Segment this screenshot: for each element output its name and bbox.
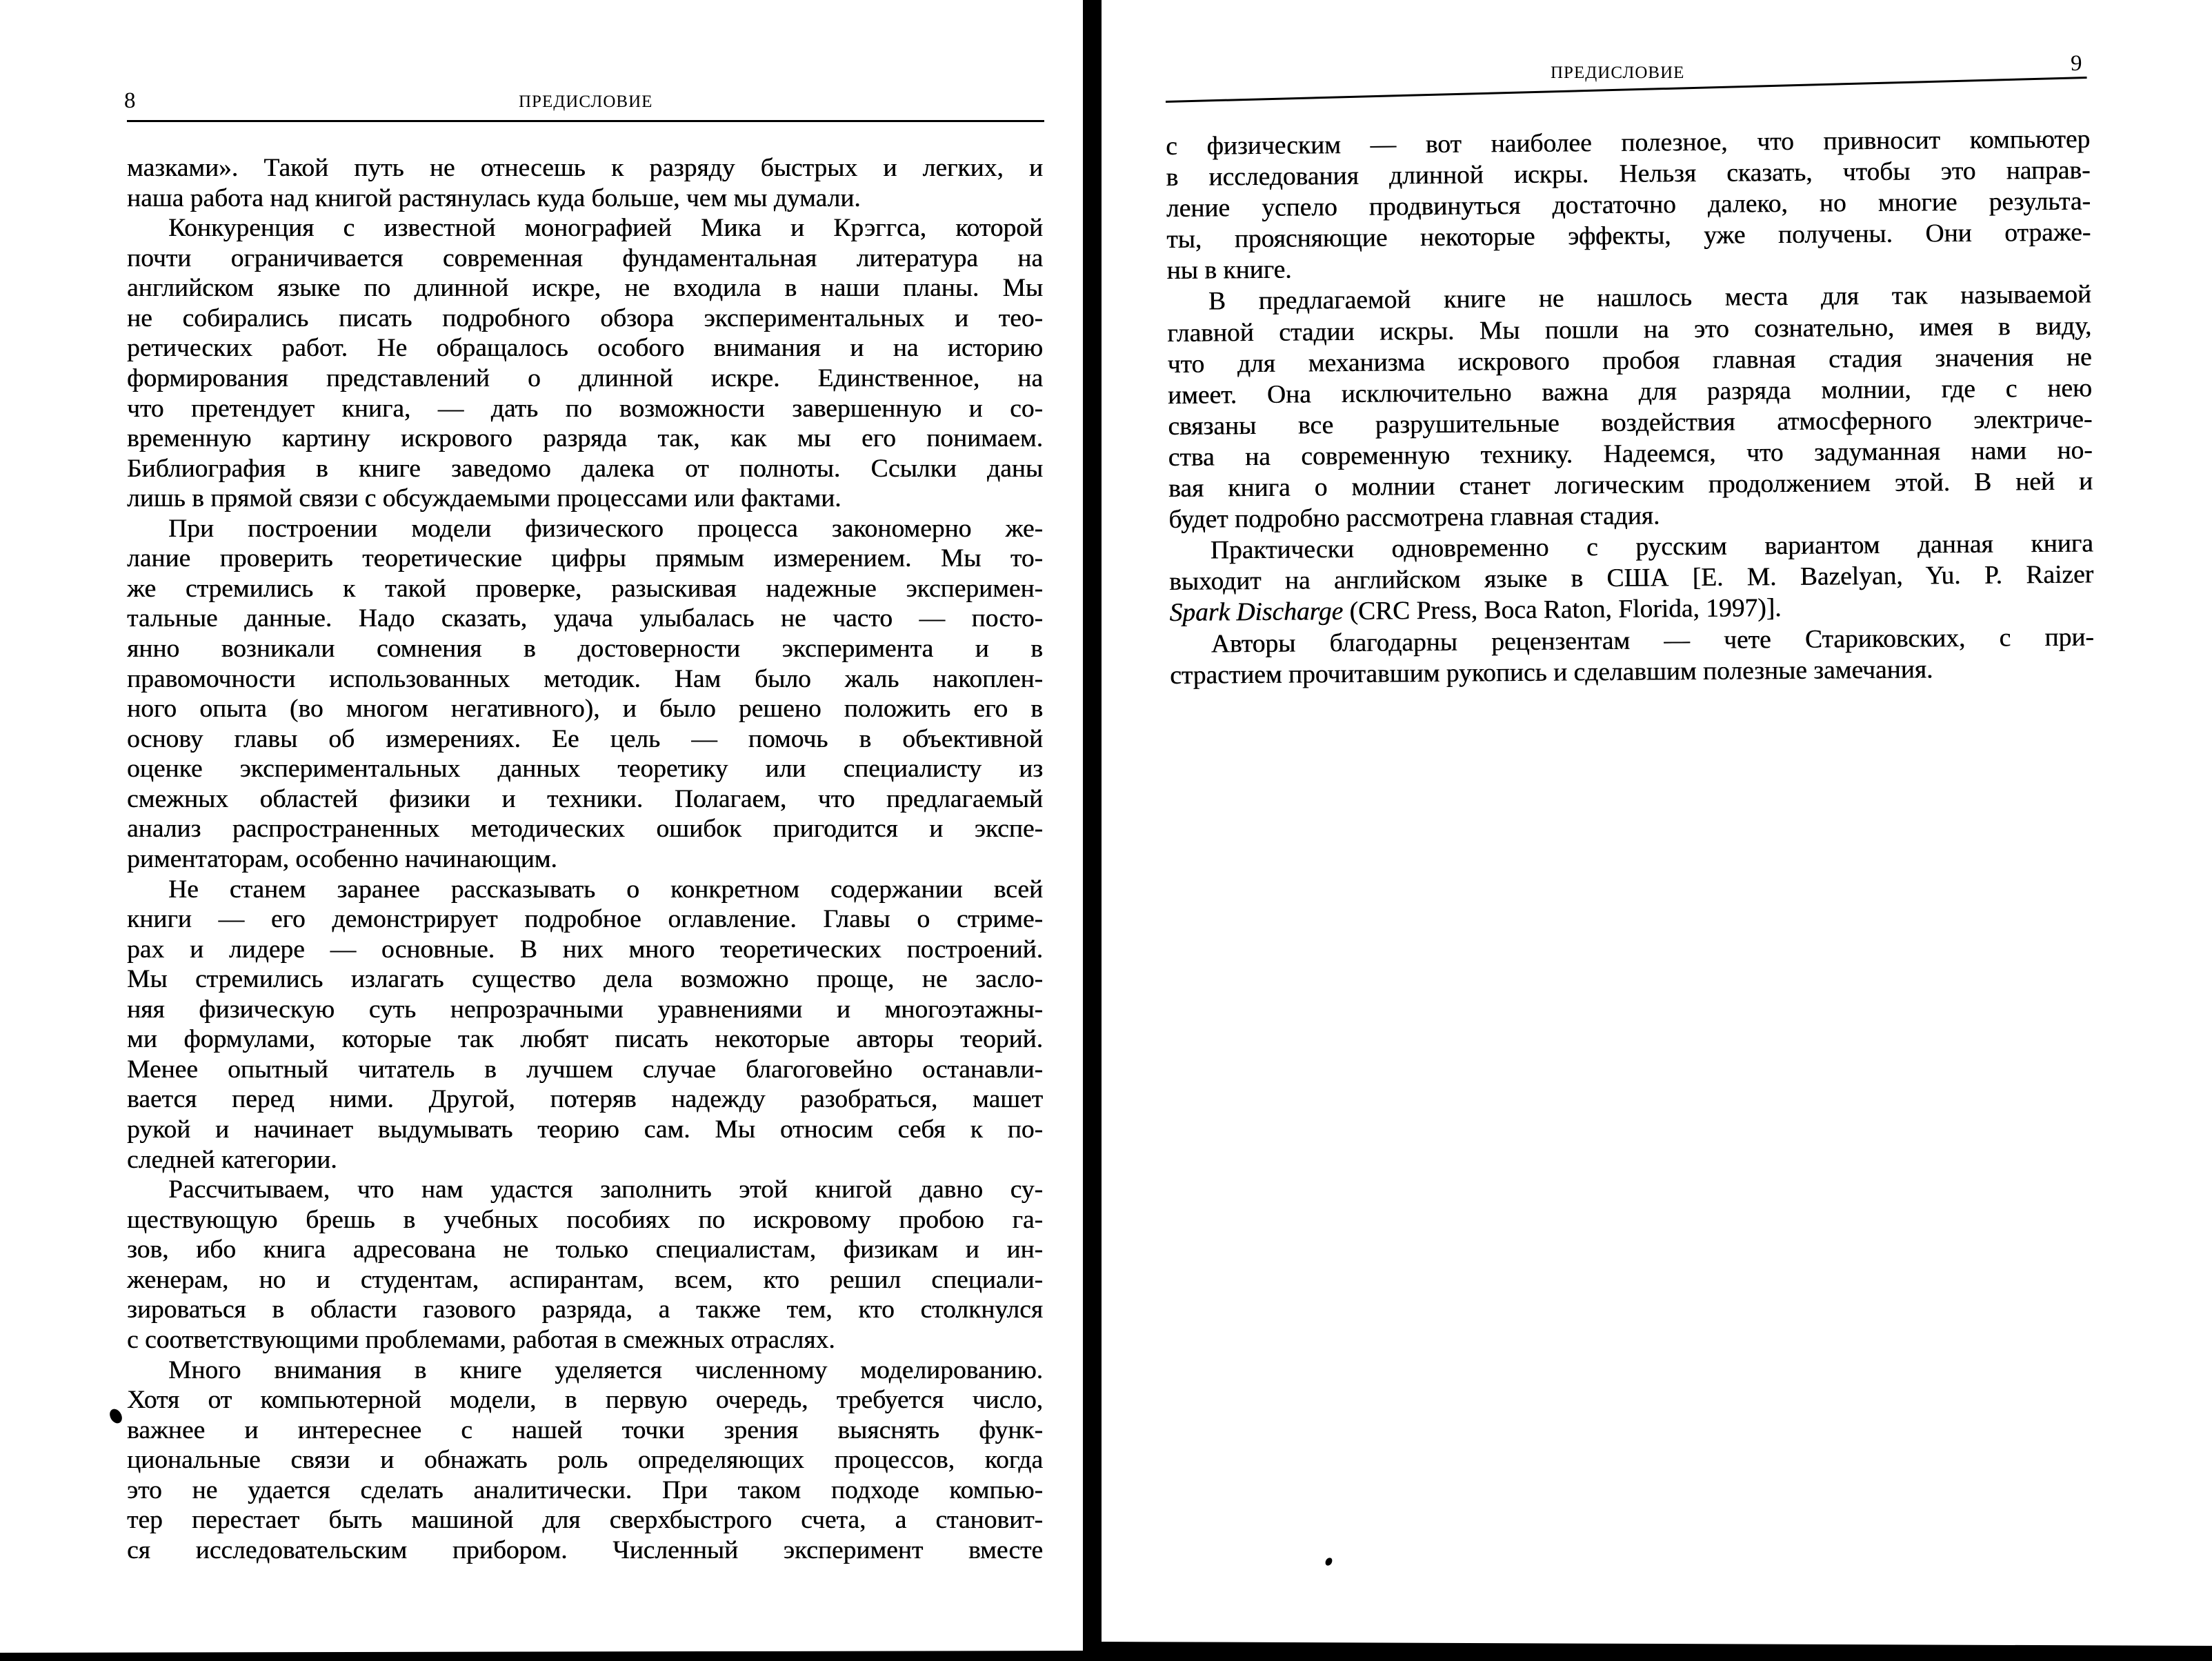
right-page <box>1101 0 2212 1661</box>
text-line: важнее и интереснее с нашей точки зрения выяснять функ- <box>127 1415 1043 1444</box>
paragraph <box>127 875 1043 1175</box>
text-line: с соответствующими проблемами, работая в смежных отраслях. <box>127 1325 835 1354</box>
text-line: циональные связи и обнажать роль определяющих процессов, когда <box>127 1446 1043 1475</box>
text-line: смежных областей физики и техники. Полагаем, что предлагаемый <box>127 784 1043 813</box>
citation-text: (CRC Press, Boca Raton, Florida, 1997)]. <box>1343 594 1782 626</box>
book-gutter <box>1083 0 1102 1661</box>
text-line: тальные данные. Надо сказать, удача улыбалась не часто — посто- <box>127 604 1043 633</box>
book-title: Spark Discharge <box>1169 597 1344 628</box>
text-line: ства на современную технику. Надеемся, что задуманная нами но- <box>1168 436 2093 472</box>
text-line: тер перестает быть машиной для сверхбыстрого счета, а становит- <box>127 1506 1043 1535</box>
text-line: Менее опытный читатель в лучшем случае благоговейно останавли- <box>127 1055 1043 1084</box>
text-line: Рассчитываем, что нам удастся заполнить этой книгой давно су- <box>168 1175 1043 1204</box>
text-line: янно возникали сомнения в достоверности эксперимента и в <box>127 635 1043 663</box>
paragraph <box>127 514 1043 875</box>
text-line: основу главы об измерениях. Ее цель — помочь в объективной <box>127 724 1043 753</box>
text-line: формирования представлений о длинной искре. Единственное, на <box>127 364 1043 392</box>
text-line: следней категории. <box>127 1145 337 1174</box>
text-line: риментаторам, особенно начинающим. <box>127 844 557 873</box>
text-line: английском языке по длинной искре, не входила в наши планы. Мы <box>127 274 1043 303</box>
text-line: что претендует книга, — дать по возможности завершенную и со- <box>127 394 1043 423</box>
header-rule <box>127 120 1044 122</box>
text-line: выходит на английском языке в США [E. M. Bazelyan, Yu. P. Raizer <box>1168 560 2094 597</box>
text-line: оценке экспериментальных данных теоретику или специалисту из <box>127 755 1043 784</box>
paragraph <box>127 1355 1043 1566</box>
text-line: почти ограничивается современная фундаментальная литература на <box>127 243 1043 272</box>
text-line: связаны все разрушительные воздействия атмосферного электриче- <box>1168 405 2093 441</box>
text-line: женерам, но и студентам, аспирантам, всем, кто решил специали- <box>127 1265 1043 1294</box>
text-line: страстием прочитавшим рукопись и сделавшим полезные замечания. <box>1170 655 1933 690</box>
text-line: Не станем заранее рассказывать о конкретном содержании всей <box>168 875 1043 904</box>
text-line: это не удается сделать аналитически. При таком подходе компью- <box>127 1475 1043 1504</box>
text-line: Библиография в книге заведомо далека от полноты. Ссылки даны <box>127 454 1043 483</box>
text-line: Хотя от компьютерной модели, в первую очередь, требуется число, <box>127 1386 1043 1415</box>
text-line: При построении модели физического процесса закономерно же- <box>168 514 1043 543</box>
text-line: ми формулами, которые так любят писать некоторые авторы теорий. <box>127 1025 1043 1054</box>
text-line: зироваться в области газового разряда, а также тем, кто столкнулся <box>127 1295 1043 1324</box>
page-number: 9 <box>2071 51 2082 76</box>
text-line: Мы стремились излагать существо дела возможно проще, не засло- <box>127 965 1043 994</box>
paragraph <box>127 213 1043 514</box>
text-line: книги — его демонстрирует подробное оглавление. Главы о стриме- <box>127 905 1043 934</box>
text-line: ся исследовательским прибором. Численный эксперимент вместе <box>127 1535 1043 1564</box>
text-line: зов, ибо книга адресована не только специалистам, физикам и ин- <box>127 1235 1043 1264</box>
text-line: что для механизма искрового пробоя главная стадия значения не <box>1167 343 2092 379</box>
paragraph <box>1169 528 2094 629</box>
text-line: наша работа над книгой растянулась куда больше, чем мы думали. <box>127 183 861 212</box>
paragraph <box>127 153 1043 213</box>
text-line: ществующую брешь в учебных пособиях по искровому пробою га- <box>127 1205 1043 1234</box>
text-line: главной стадии искры. Мы пошли на это сознательно, имея в виду, <box>1167 312 2092 348</box>
text-line: вая книга о молнии станет логическим продолжением этой. В ней и <box>1168 467 2093 504</box>
paragraph <box>127 1175 1043 1355</box>
text-line: Конкуренция с известной монографией Мика и Крэггса, которой <box>168 214 1043 243</box>
scan-mark <box>108 1406 125 1425</box>
text-line: анализ распространенных методических ошибок пригодится и экспе- <box>127 815 1043 844</box>
page-body <box>1166 123 2094 690</box>
text-line: ретических работ. Не обращалось особого внимания и на историю <box>127 334 1043 363</box>
text-line: ление успело продвинуться достаточно далеко, но многие результа- <box>1166 187 2091 223</box>
text-line: лишь в прямой связи с обсуждаемыми процессами или фактами. <box>127 484 841 513</box>
text-line: Практически одновременно с русским вариантом данная книга <box>1210 529 2093 565</box>
text-line: в исследования длинной искры. Нельзя сказать, чтобы это направ- <box>1166 156 2091 192</box>
left-page <box>0 0 1084 1661</box>
paragraph <box>1166 123 2091 286</box>
page-body <box>127 153 1043 1565</box>
text-line: ного опыта (во многом негативного), и было решено положить его в <box>127 695 1043 724</box>
page-number: 8 <box>124 88 136 113</box>
text-line: не собирались писать подробного обзора экспериментальных и тео- <box>127 304 1043 332</box>
text-line: с физическим — вот наиболее полезное, что привносит компьютер <box>1166 125 2091 161</box>
text-line: имеет. Она исключительно важна для разряда молнии, где с нею <box>1167 374 2093 410</box>
running-head: ПРЕДИСЛОВИЕ <box>519 92 653 111</box>
text-line: мазками». Такой путь не отнесешь к разряду быстрых и легких, и <box>127 154 1043 182</box>
text-line: правомочности использованных методик. Нам было жаль накоплен- <box>127 664 1043 693</box>
running-head: ПРЕДИСЛОВИЕ <box>1551 63 1685 82</box>
paragraph <box>1167 279 2093 535</box>
text-line: лание проверить теоретические цифры прямым измерением. Мы то- <box>127 544 1043 573</box>
text-line: Много внимания в книге уделяется численному моделированию. <box>168 1355 1043 1384</box>
text-line: будет подробно рассмотрена главная стадия. <box>1168 501 1660 535</box>
text-line: няя физическую суть непрозрачными уравнениями и многоэтажны- <box>127 995 1043 1024</box>
text-line: В предлагаемой книге не нашлось места для так называемой <box>1208 280 2092 316</box>
text-line: вается перед ними. Другой, потеряв надежду разобраться, машет <box>127 1085 1043 1114</box>
text-line: Авторы благодарны рецензентам — чете Стариковских, с при- <box>1210 622 2094 659</box>
text-line: рукой и начинает выдумывать теорию сам. Мы относим себя к по- <box>127 1115 1043 1144</box>
text-line: временную картину искрового разряда так, как мы его понимаем. <box>127 424 1043 453</box>
text-line: же стремились к такой проверке, разыскивая надежные эксперимен- <box>127 574 1043 603</box>
text-line: ты, проясняющие некоторые эффекты, уже получены. Они отраже- <box>1166 218 2091 255</box>
text-line: рах и лидере — основные. В них много теоретических построений. <box>127 935 1043 964</box>
scan-mark <box>1324 1557 1334 1567</box>
text-line: ны в книге. <box>1166 255 1292 286</box>
paragraph <box>1170 621 2095 691</box>
